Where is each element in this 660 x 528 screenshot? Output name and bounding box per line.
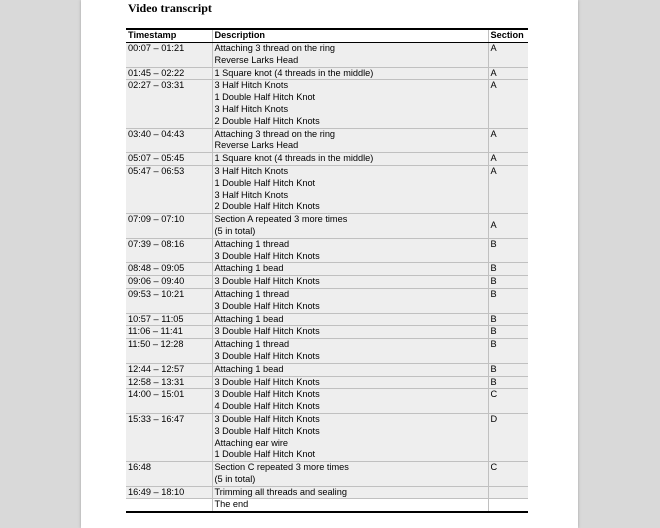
timestamp-cell: 15:33 – 16:47 [126,413,212,461]
timestamp-cell: 05:47 – 06:53 [126,165,212,213]
table-row [126,499,528,512]
description-line: Section C repeated 3 more times [214,462,349,473]
section-cell: B [488,288,528,313]
table-body [126,43,528,513]
section-cell: B [488,363,528,376]
description-cell [212,128,488,153]
table-row [126,67,528,80]
timestamp-cell: 11:06 – 11:41 [126,326,212,339]
section-cell: A [488,128,528,153]
description-line: Attaching 1 bead [214,263,284,274]
table-row [126,238,528,263]
description-cell [212,339,488,364]
section-cell: B [488,263,528,276]
description-line: 3 Double Half Hitch Knots [214,250,320,261]
description-cell [212,288,488,313]
table-row [126,214,528,239]
description-line: Section A repeated 3 more times [214,214,348,225]
description-line: 1 Double Half Hitch Knot [214,92,316,103]
timestamp-cell: 02:27 – 03:31 [126,80,212,128]
description-cell [212,276,488,289]
table-row [126,263,528,276]
header-description: Description [212,29,488,43]
description-cell [212,214,488,239]
description-line: (5 in total) [214,473,256,484]
table-row [126,486,528,499]
description-cell [212,376,488,389]
section-cell: A [488,165,528,213]
description-line: 3 Half Hitch Knots [214,189,289,200]
table-row [126,313,528,326]
description-line: Attaching 1 thread [214,238,290,249]
table-row [126,128,528,153]
section-cell: C [488,462,528,487]
section-cell: C [488,389,528,414]
description-cell [212,413,488,461]
table-row [126,153,528,166]
timestamp-cell: 05:07 – 05:45 [126,153,212,166]
timestamp-cell: 14:00 – 15:01 [126,389,212,414]
description-line: Attaching 1 thread [214,339,290,350]
timestamp-cell: 12:58 – 13:31 [126,376,212,389]
document-title: Video transcript [128,1,212,15]
description-line: 3 Double Half Hitch Knots [214,389,320,400]
description-cell [212,313,488,326]
timestamp-cell: 07:09 – 07:10 [126,214,212,239]
timestamp-cell: 16:49 – 18:10 [126,486,212,499]
table-row [126,363,528,376]
header-section: Section [488,29,528,43]
timestamp-cell: 16:48 [126,462,212,487]
description-line: Reverse Larks Head [214,140,299,151]
description-line: Trimming all threads and sealing [214,486,347,497]
section-cell: B [488,238,528,263]
description-line: Attaching 3 thread on the ring [214,43,336,53]
section-cell [488,499,528,512]
description-line: 2 Double Half Hitch Knots [214,201,320,212]
description-cell [212,363,488,376]
description-line: (5 in total) [214,225,256,236]
description-line: 3 Double Half Hitch Knots [214,413,320,424]
timestamp-cell: 09:06 – 09:40 [126,276,212,289]
description-cell [212,153,488,166]
description-cell [212,80,488,128]
table-row [126,165,528,213]
description-line: 4 Double Half Hitch Knots [214,401,320,412]
section-cell: B [488,276,528,289]
document-page [81,0,578,528]
section-cell: D [488,413,528,461]
section-cell: A [488,43,528,68]
section-cell: A [488,80,528,128]
description-line: 3 Half Hitch Knots [214,103,289,114]
description-cell [212,67,488,80]
description-line: Attaching 3 thread on the ring [214,128,336,139]
description-line: 3 Half Hitch Knots [214,80,289,91]
description-line: 3 Half Hitch Knots [214,165,289,176]
timestamp-cell: 00:07 – 01:21 [126,43,212,68]
section-cell: B [488,313,528,326]
description-cell [212,238,488,263]
section-cell: B [488,339,528,364]
description-cell [212,486,488,499]
description-line: 3 Double Half Hitch Knots [214,425,320,436]
description-cell [212,389,488,414]
table-row [126,80,528,128]
section-cell: A [488,214,528,239]
description-cell [212,263,488,276]
description-line: Attaching ear wire [214,437,289,448]
description-cell [212,326,488,339]
description-cell [212,165,488,213]
description-line: Attaching 1 bead [214,313,284,324]
table-row [126,339,528,364]
description-line: 3 Double Half Hitch Knots [214,276,320,287]
description-line: 1 Square knot (4 threads in the middle) [214,67,374,78]
header-timestamp: Timestamp [126,29,212,43]
description-line: 2 Double Half Hitch Knots [214,115,320,126]
section-cell [488,486,528,499]
table-header-row [126,29,528,43]
transcript-table [126,28,528,513]
description-line: 1 Square knot (4 threads in the middle) [214,153,374,164]
timestamp-cell: 11:50 – 12:28 [126,339,212,364]
description-cell [212,462,488,487]
table-row [126,413,528,461]
section-cell: A [488,153,528,166]
table-row [126,43,528,68]
timestamp-cell: 12:44 – 12:57 [126,363,212,376]
timestamp-cell: 09:53 – 10:21 [126,288,212,313]
description-line: 3 Double Half Hitch Knots [214,300,320,311]
description-line: 1 Double Half Hitch Knot [214,449,316,460]
timestamp-cell: 07:39 – 08:16 [126,238,212,263]
timestamp-cell: 08:48 – 09:05 [126,263,212,276]
description-line: Reverse Larks Head [214,54,299,65]
table-row [126,462,528,487]
table-row [126,276,528,289]
description-cell [212,499,488,512]
timestamp-cell: 01:45 – 02:22 [126,67,212,80]
description-cell [212,43,488,68]
timestamp-cell [126,499,212,512]
description-line: Attaching 1 bead [214,363,284,374]
description-line: 3 Double Half Hitch Knots [214,376,320,387]
description-line: 3 Double Half Hitch Knots [214,326,320,337]
table-row [126,376,528,389]
table-row [126,389,528,414]
table-row [126,288,528,313]
description-line: 3 Double Half Hitch Knots [214,350,320,361]
section-cell: B [488,326,528,339]
timestamp-cell: 03:40 – 04:43 [126,128,212,153]
table-row [126,326,528,339]
description-line: The end [214,499,249,510]
section-cell: A [488,67,528,80]
description-line: Attaching 1 thread [214,288,290,299]
section-cell: B [488,376,528,389]
description-line: 1 Double Half Hitch Knot [214,177,316,188]
timestamp-cell: 10:57 – 11:05 [126,313,212,326]
